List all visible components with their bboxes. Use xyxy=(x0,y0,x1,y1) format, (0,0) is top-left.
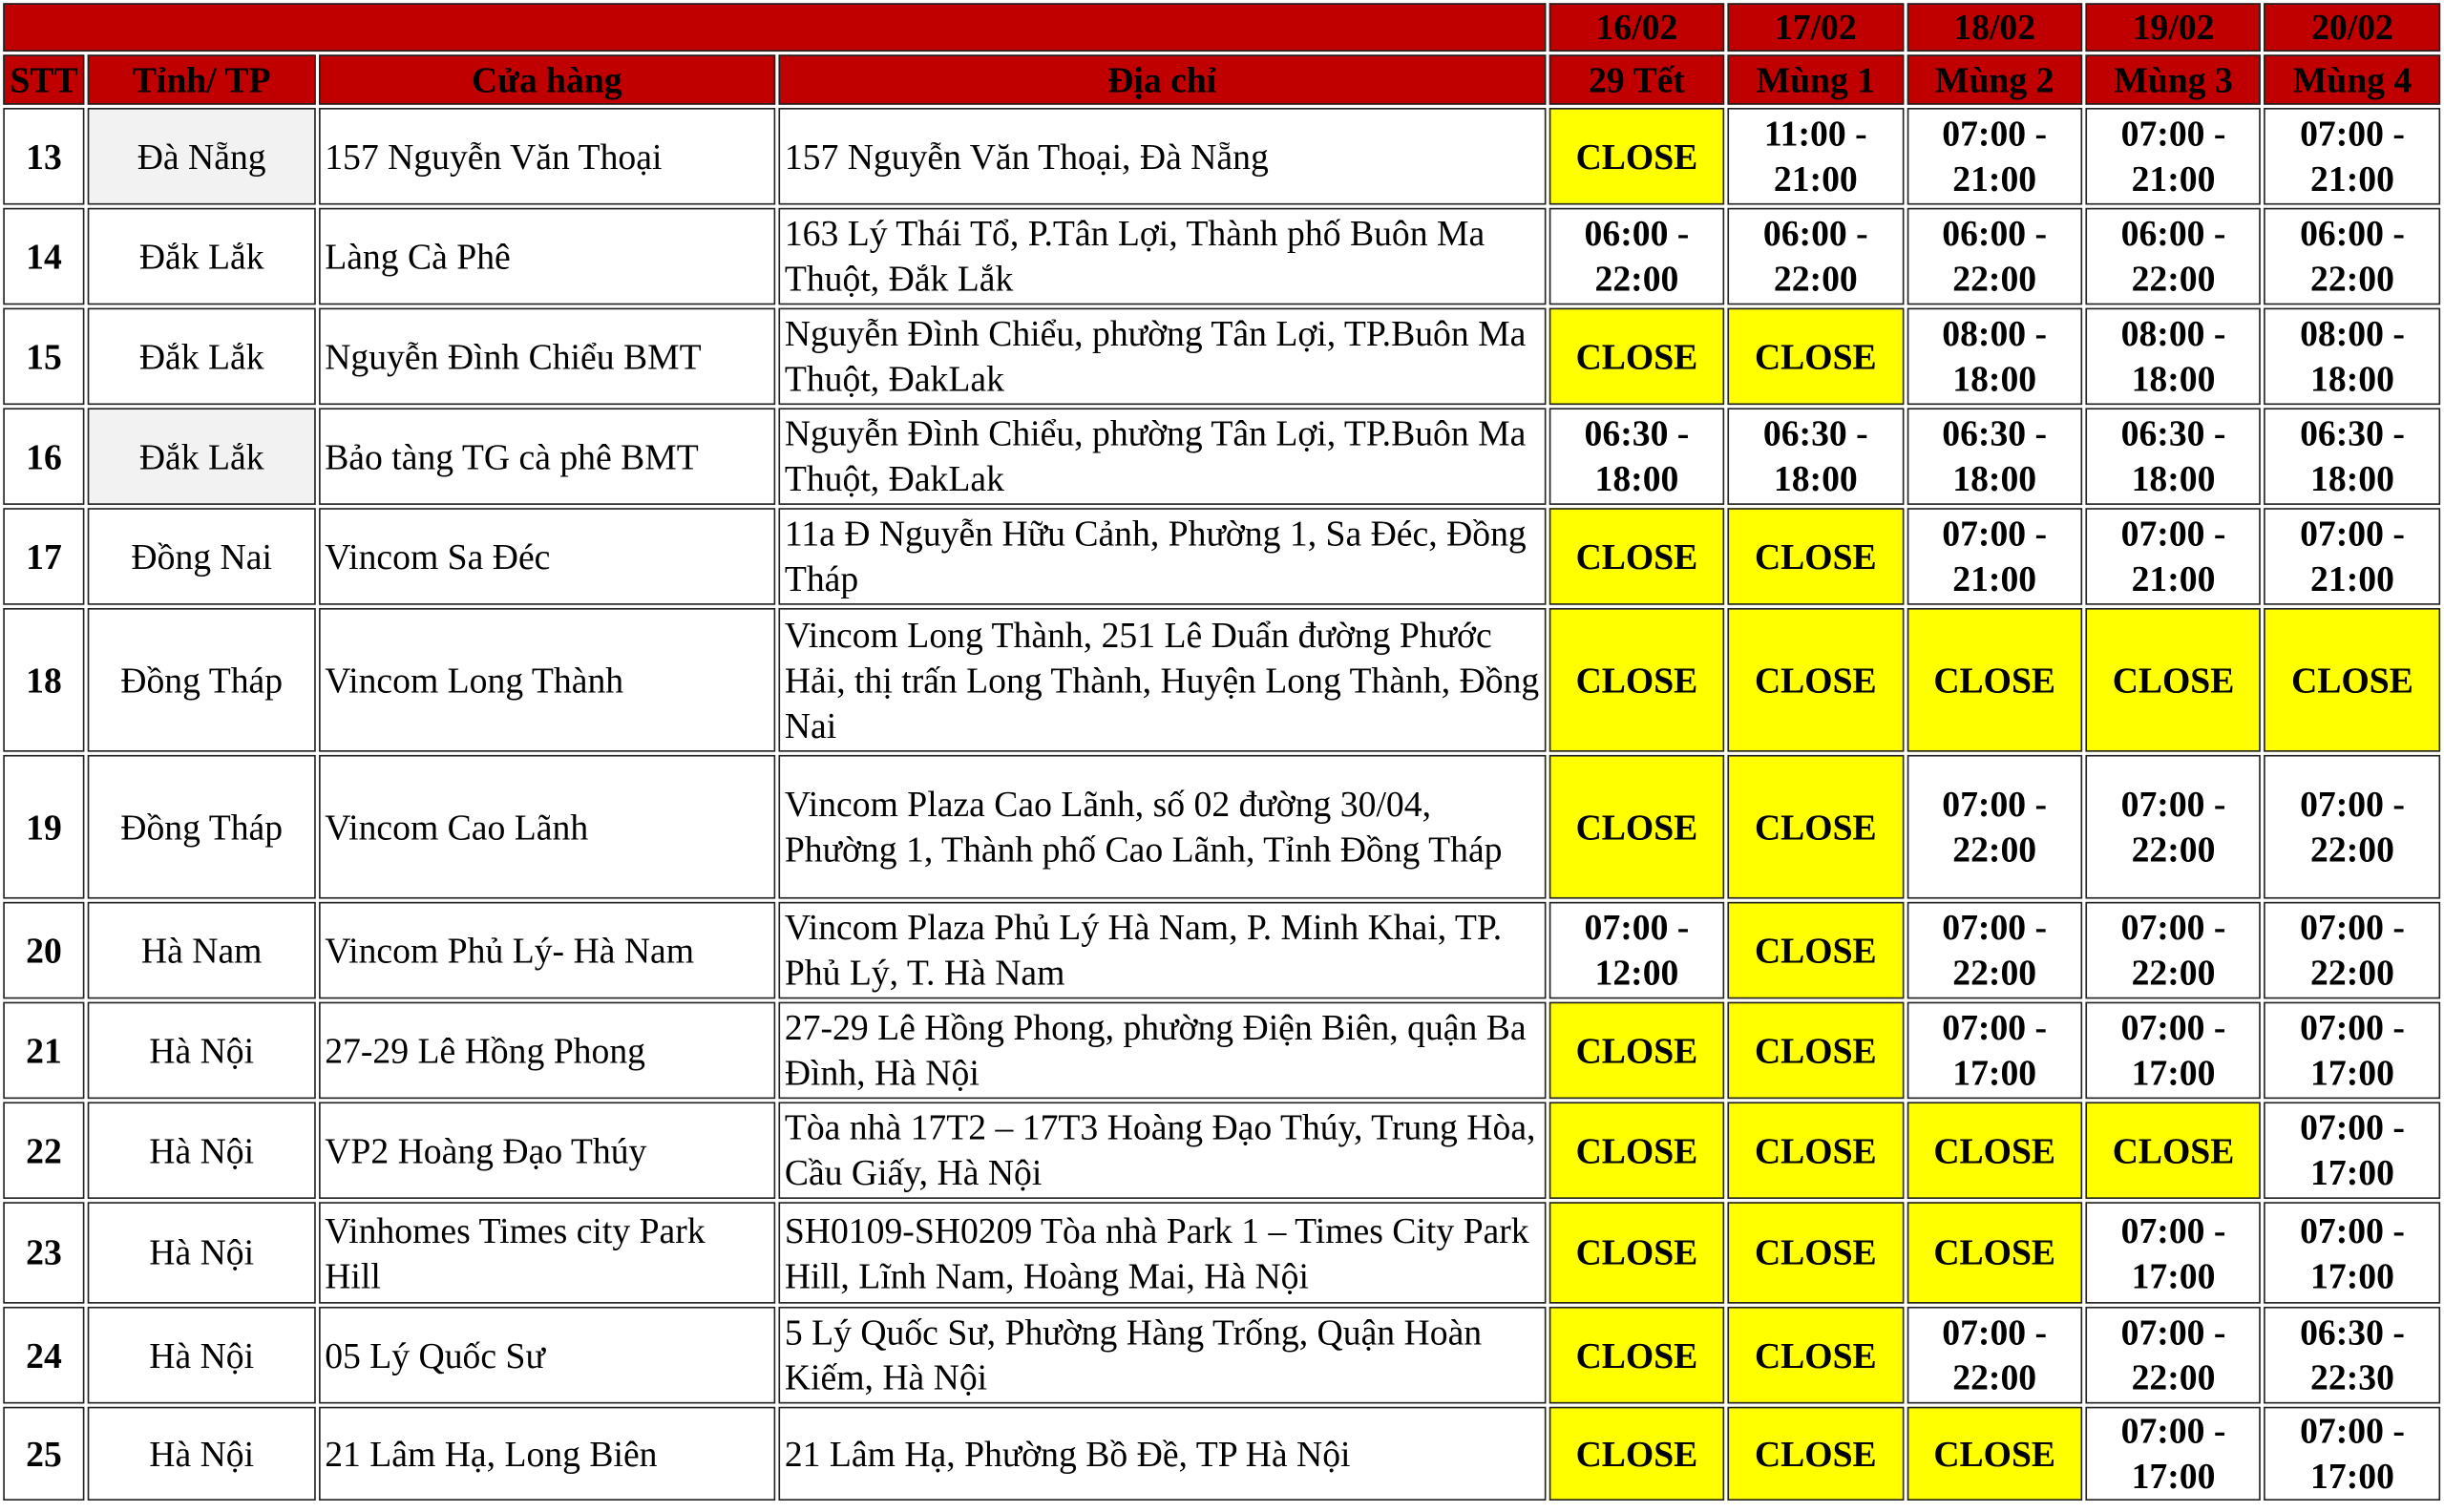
hours-cell: 07:00 - 17:00 xyxy=(2265,1002,2440,1100)
row-address: 27-29 Lê Hồng Phong, phường Điện Biên, quận Ba Đình, Hà Nội xyxy=(778,1002,1546,1100)
row-store-name: Vinhomes Times city Park Hill xyxy=(319,1202,775,1303)
hours-cell: 07:00 - 22:00 xyxy=(2265,755,2440,899)
table-row xyxy=(3,1102,2440,1199)
closed-cell: CLOSE xyxy=(1549,1002,1724,1100)
closed-cell: CLOSE xyxy=(1728,1407,1904,1501)
hours-cell: 07:00 - 21:00 xyxy=(2086,508,2262,605)
row-address: Nguyễn Đình Chiểu, phường Tân Lợi, TP.Buôn Ma Thuột, ĐakLak xyxy=(778,408,1546,505)
hours-cell: 07:00 - 22:00 xyxy=(2086,902,2262,999)
header-date: 19/02 xyxy=(2086,3,2262,52)
hours-cell: 07:00 - 22:00 xyxy=(2086,1307,2262,1404)
row-province: Đắk Lắk xyxy=(88,208,315,305)
closed-cell: CLOSE xyxy=(1549,1202,1724,1303)
hours-cell: 07:00 - 17:00 xyxy=(2265,1407,2440,1501)
table-row xyxy=(3,1407,2440,1501)
hours-cell: 06:30 - 18:00 xyxy=(1549,408,1724,505)
closed-cell: CLOSE xyxy=(1907,1102,2082,1199)
hours-cell: 06:00 - 22:00 xyxy=(2086,208,2262,305)
hours-cell: 06:30 - 18:00 xyxy=(1907,408,2082,505)
header-date: 18/02 xyxy=(1907,3,2082,52)
row-stt: 16 xyxy=(3,408,84,505)
row-store-name: Nguyễn Đình Chiểu BMT xyxy=(319,308,775,406)
row-stt: 15 xyxy=(3,308,84,406)
hours-cell: 07:00 - 22:00 xyxy=(2086,755,2262,899)
closed-cell: CLOSE xyxy=(1728,508,1904,605)
header-date: 20/02 xyxy=(2265,3,2440,52)
row-stt: 25 xyxy=(3,1407,84,1501)
closed-cell: CLOSE xyxy=(1728,902,1904,999)
column-header-store: Cửa hàng xyxy=(319,54,775,104)
closed-cell: CLOSE xyxy=(1907,1407,2082,1501)
header-day: Mùng 4 xyxy=(2265,54,2440,104)
table-row xyxy=(3,1002,2440,1100)
row-province: Đồng Tháp xyxy=(88,755,315,899)
hours-cell: 07:00 - 17:00 xyxy=(1907,1002,2082,1100)
table-row xyxy=(3,508,2440,605)
row-address: 157 Nguyễn Văn Thoại, Đà Nẵng xyxy=(778,108,1546,205)
hours-cell: 07:00 - 17:00 xyxy=(2086,1202,2262,1303)
row-address: SH0109-SH0209 Tòa nhà Park 1 – Times City Park Hill, Lĩnh Nam, Hoàng Mai, Hà Nội xyxy=(778,1202,1546,1303)
hours-cell: 08:00 - 18:00 xyxy=(1907,308,2082,406)
row-province: Đồng Nai xyxy=(88,508,315,605)
closed-cell: CLOSE xyxy=(1549,308,1724,406)
row-province: Hà Nội xyxy=(88,1102,315,1199)
closed-cell: CLOSE xyxy=(1728,1307,1904,1404)
hours-cell: 07:00 - 17:00 xyxy=(2086,1002,2262,1100)
column-header-stt: STT xyxy=(3,54,84,104)
row-store-name: Vincom Sa Đéc xyxy=(319,508,775,605)
closed-cell: CLOSE xyxy=(1728,608,1904,752)
hours-cell: 07:00 - 21:00 xyxy=(1907,508,2082,605)
row-store-name: Vincom Long Thành xyxy=(319,608,775,752)
closed-cell: CLOSE xyxy=(1728,308,1904,406)
row-stt: 23 xyxy=(3,1202,84,1303)
hours-cell: 07:00 - 22:00 xyxy=(1907,755,2082,899)
header-row-columns xyxy=(3,54,2440,104)
hours-cell: 07:00 - 22:00 xyxy=(2265,902,2440,999)
row-store-name: Vincom Cao Lãnh xyxy=(319,755,775,899)
row-stt: 14 xyxy=(3,208,84,305)
hours-cell: 06:30 - 22:30 xyxy=(2265,1307,2440,1404)
closed-cell: CLOSE xyxy=(1549,108,1724,205)
hours-cell: 07:00 - 21:00 xyxy=(2265,108,2440,205)
hours-cell: 08:00 - 18:00 xyxy=(2086,308,2262,406)
row-stt: 22 xyxy=(3,1102,84,1199)
table-row xyxy=(3,608,2440,752)
hours-cell: 07:00 - 17:00 xyxy=(2265,1102,2440,1199)
table-row xyxy=(3,1307,2440,1404)
hours-cell: 07:00 - 21:00 xyxy=(1907,108,2082,205)
row-province: Đắk Lắk xyxy=(88,308,315,406)
row-address: Nguyễn Đình Chiểu, phường Tân Lợi, TP.Buôn Ma Thuột, ĐakLak xyxy=(778,308,1546,406)
row-province: Hà Nội xyxy=(88,1002,315,1100)
closed-cell: CLOSE xyxy=(2086,608,2262,752)
hours-cell: 07:00 - 22:00 xyxy=(1907,1307,2082,1404)
hours-cell: 06:00 - 22:00 xyxy=(1907,208,2082,305)
hours-cell: 06:00 - 22:00 xyxy=(1549,208,1724,305)
table-row xyxy=(3,108,2440,205)
row-province: Hà Nam xyxy=(88,902,315,999)
hours-cell: 07:00 - 21:00 xyxy=(2265,508,2440,605)
closed-cell: CLOSE xyxy=(1907,1202,2082,1303)
closed-cell: CLOSE xyxy=(1728,755,1904,899)
row-store-name: 21 Lâm Hạ, Long Biên xyxy=(319,1407,775,1501)
header-date: 16/02 xyxy=(1549,3,1724,52)
hours-cell: 07:00 - 17:00 xyxy=(2265,1202,2440,1303)
row-store-name: Bảo tàng TG cà phê BMT xyxy=(319,408,775,505)
hours-cell: 06:30 - 18:00 xyxy=(2086,408,2262,505)
closed-cell: CLOSE xyxy=(1549,1407,1724,1501)
row-address: Vincom Plaza Cao Lãnh, số 02 đường 30/04, Phường 1, Thành phố Cao Lãnh, Tỉnh Đồng Tháp xyxy=(778,755,1546,899)
row-address: Vincom Plaza Phủ Lý Hà Nam, P. Minh Khai, TP. Phủ Lý, T. Hà Nam xyxy=(778,902,1546,999)
row-stt: 19 xyxy=(3,755,84,899)
row-stt: 20 xyxy=(3,902,84,999)
row-province: Đà Nẵng xyxy=(88,108,315,205)
hours-cell: 11:00 - 21:00 xyxy=(1728,108,1904,205)
table-row xyxy=(3,308,2440,406)
row-store-name: 27-29 Lê Hồng Phong xyxy=(319,1002,775,1100)
header-blank xyxy=(3,3,1546,52)
closed-cell: CLOSE xyxy=(1549,608,1724,752)
table-body xyxy=(3,108,2440,1501)
row-store-name: Làng Cà Phê xyxy=(319,208,775,305)
row-store-name: 157 Nguyễn Văn Thoại xyxy=(319,108,775,205)
hours-cell: 06:30 - 18:00 xyxy=(2265,408,2440,505)
column-header-province: Tỉnh/ TP xyxy=(88,54,315,104)
row-address: Vincom Long Thành, 251 Lê Duẩn đường Phước Hải, thị trấn Long Thành, Huyện Long Thành, Đồng Nai xyxy=(778,608,1546,752)
row-address: Tòa nhà 17T2 – 17T3 Hoàng Đạo Thúy, Trung Hòa, Cầu Giấy, Hà Nội xyxy=(778,1102,1546,1199)
row-province: Đồng Tháp xyxy=(88,608,315,752)
header-day: Mùng 2 xyxy=(1907,54,2082,104)
header-row-dates xyxy=(3,3,2440,52)
hours-cell: 06:00 - 22:00 xyxy=(1728,208,1904,305)
closed-cell: CLOSE xyxy=(2086,1102,2262,1199)
closed-cell: CLOSE xyxy=(1907,608,2082,752)
closed-cell: CLOSE xyxy=(1728,1002,1904,1100)
row-address: 5 Lý Quốc Sư, Phường Hàng Trống, Quận Hoàn Kiếm, Hà Nội xyxy=(778,1307,1546,1404)
hours-cell: 06:30 - 18:00 xyxy=(1728,408,1904,505)
closed-cell: CLOSE xyxy=(2265,608,2440,752)
row-address: 21 Lâm Hạ, Phường Bồ Đề, TP Hà Nội xyxy=(778,1407,1546,1501)
row-province: Đắk Lắk xyxy=(88,408,315,505)
closed-cell: CLOSE xyxy=(1549,1102,1724,1199)
hours-cell: 08:00 - 18:00 xyxy=(2265,308,2440,406)
closed-cell: CLOSE xyxy=(1728,1102,1904,1199)
row-stt: 13 xyxy=(3,108,84,205)
hours-cell: 07:00 - 12:00 xyxy=(1549,902,1724,999)
hours-cell: 07:00 - 22:00 xyxy=(1907,902,2082,999)
row-address: 163 Lý Thái Tổ, P.Tân Lợi, Thành phố Buôn Ma Thuột, Đắk Lắk xyxy=(778,208,1546,305)
hours-cell: 07:00 - 17:00 xyxy=(2086,1407,2262,1501)
row-store-name: Vincom Phủ Lý- Hà Nam xyxy=(319,902,775,999)
closed-cell: CLOSE xyxy=(1549,755,1724,899)
header-day: Mùng 1 xyxy=(1728,54,1904,104)
header-date: 17/02 xyxy=(1728,3,1904,52)
table-row xyxy=(3,208,2440,305)
row-province: Hà Nội xyxy=(88,1307,315,1404)
row-stt: 21 xyxy=(3,1002,84,1100)
row-address: 11a Đ Nguyễn Hữu Cảnh, Phường 1, Sa Đéc, Đồng Tháp xyxy=(778,508,1546,605)
row-province: Hà Nội xyxy=(88,1407,315,1501)
table-row xyxy=(3,902,2440,999)
closed-cell: CLOSE xyxy=(1549,508,1724,605)
row-province: Hà Nội xyxy=(88,1202,315,1303)
hours-cell: 07:00 - 21:00 xyxy=(2086,108,2262,205)
table-row xyxy=(3,755,2440,899)
hours-cell: 06:00 - 22:00 xyxy=(2265,208,2440,305)
header-day: Mùng 3 xyxy=(2086,54,2262,104)
row-store-name: 05 Lý Quốc Sư xyxy=(319,1307,775,1404)
column-header-address: Địa chỉ xyxy=(778,54,1546,104)
table-row xyxy=(3,1202,2440,1303)
row-stt: 18 xyxy=(3,608,84,752)
closed-cell: CLOSE xyxy=(1728,1202,1904,1303)
table-row xyxy=(3,408,2440,505)
row-store-name: VP2 Hoàng Đạo Thúy xyxy=(319,1102,775,1199)
row-stt: 17 xyxy=(3,508,84,605)
row-stt: 24 xyxy=(3,1307,84,1404)
header-day: 29 Tết xyxy=(1549,54,1724,104)
closed-cell: CLOSE xyxy=(1549,1307,1724,1404)
